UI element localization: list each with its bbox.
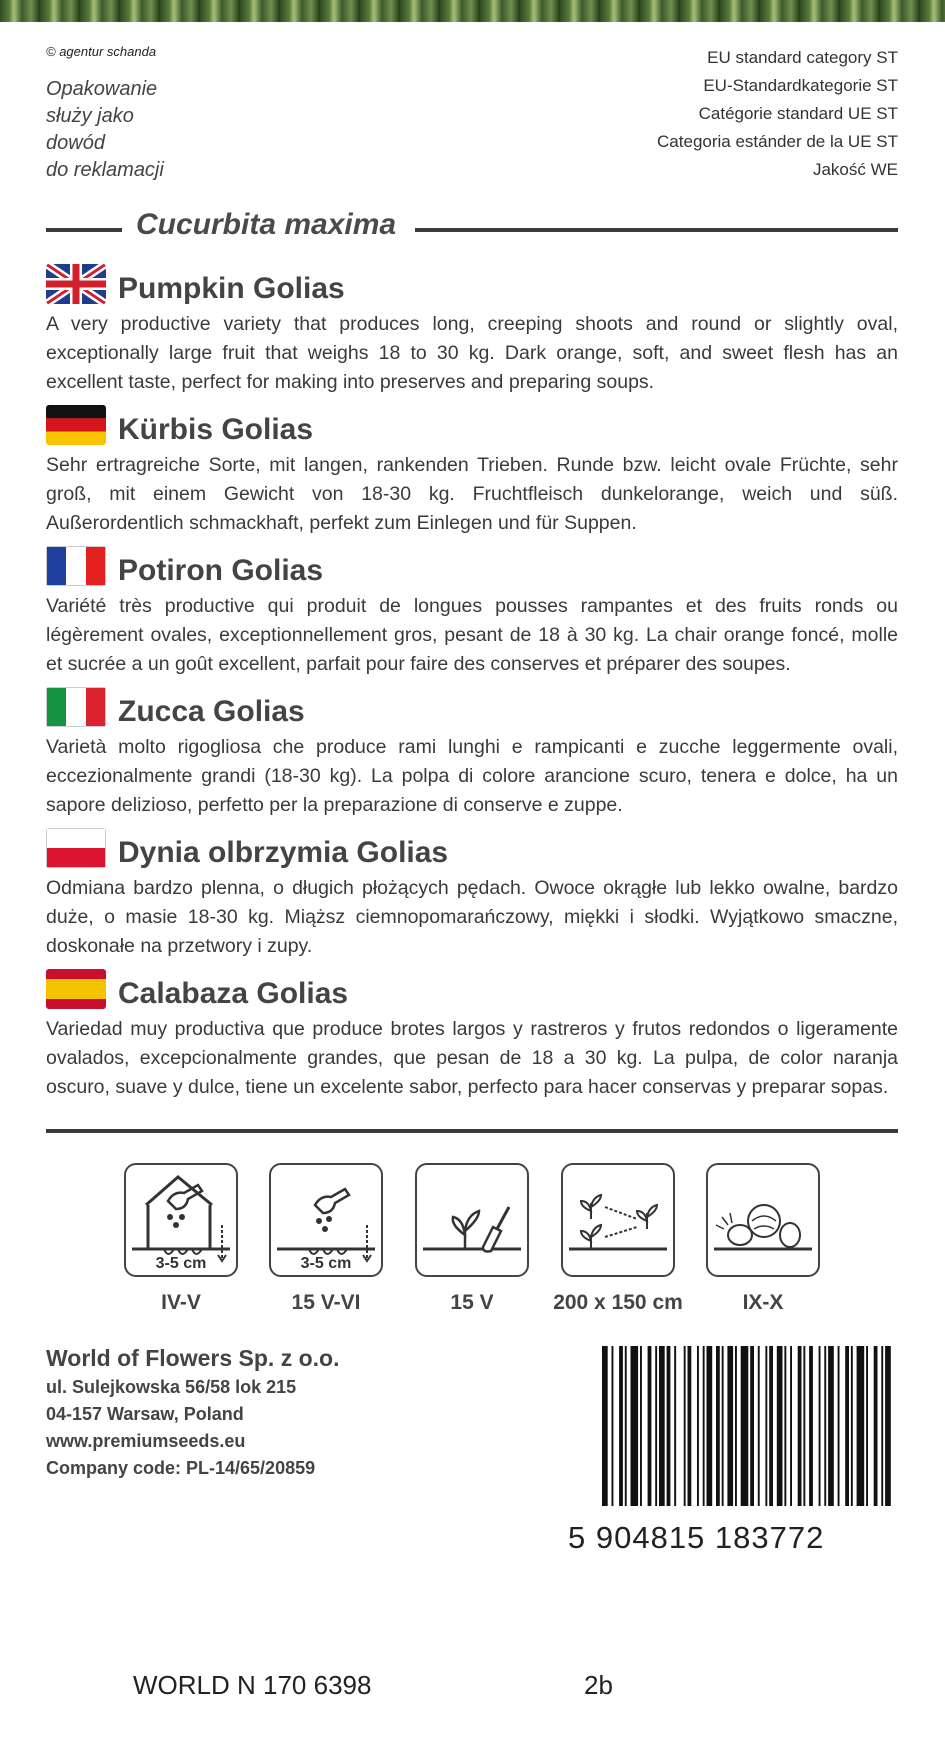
- barcode-bar: [750, 1346, 754, 1506]
- barcode-bar: [784, 1346, 786, 1506]
- barcode-bar: [765, 1346, 767, 1506]
- barcode-bar: [828, 1346, 834, 1506]
- foliage-photo-strip: [0, 0, 945, 22]
- company-website: www.premiumseeds.eu: [46, 1431, 246, 1451]
- sowing-period-label: IV-V: [161, 1291, 201, 1314]
- barcode-bar: [684, 1346, 686, 1506]
- eu-standard-list: [657, 44, 898, 184]
- company-info: [46, 1343, 339, 1482]
- outdoor-sowing-icon: [269, 1163, 383, 1277]
- standard-line: Categoria estánder de la UE ST: [657, 132, 898, 151]
- sowing-period-label: 15 V-VI: [291, 1291, 361, 1314]
- section-description: Varietà molto rigogliosa che produce rami lunghi e rampicanti e zucche leggermente ovali, eccezionalmente grandi (18-30 kg). La polpa di colore arancione scuro, tenera e dolce, ha un sapore delizioso, perfetto per la preparazione di conserve e zuppe.: [46, 736, 898, 816]
- barcode-bar: [885, 1346, 891, 1506]
- section-description: Sehr ertragreiche Sorte, mit langen, rankenden Trieben. Runde bzw. leicht ovale Früchte, sehr groß, mit einem Gewicht von 18-30 kg. Fruchtfleisch dunkelorange, weich und süß. Außerordentlich schmackhaft, perfekt zum Einlegen und für Suppen.: [46, 454, 898, 534]
- barcode-bar: [851, 1346, 853, 1506]
- barcode-bar: [659, 1346, 665, 1506]
- barcode-bar: [619, 1346, 623, 1506]
- company-name: World of Flowers Sp. z o.o.: [46, 1345, 340, 1371]
- barcode-bar: [612, 1346, 614, 1506]
- barcode-bar: [735, 1346, 737, 1506]
- barcode-bar: [777, 1346, 783, 1506]
- barcode-bar: [722, 1346, 724, 1506]
- barcode-bar: [602, 1346, 608, 1506]
- barcode-bar: [809, 1346, 813, 1506]
- species-name: Cucurbita maxima: [136, 208, 397, 241]
- barcode-number: 5 904815 183772: [568, 1520, 825, 1555]
- france-flag-icon: [46, 546, 106, 586]
- spacing-icon: [561, 1163, 675, 1277]
- barcode-bar: [857, 1346, 865, 1506]
- planting-out-icon: [415, 1163, 529, 1277]
- barcode-bar: [803, 1346, 805, 1506]
- sowing-depth: 3-5 cm: [300, 1255, 352, 1272]
- barcode-bar: [667, 1346, 671, 1506]
- section-title: Zucca Golias: [118, 695, 305, 728]
- section-description: Odmiana bardzo plenna, o długich płożących pędach. Owoce okrągłe lub lekko owalne, bardzo duże, o masie 18-30 kg. Miąższ ciemnopomarańczowy, miękki i słodki. Wyjątkowo smaczne, doskonałe na przetwory i zupy.: [46, 877, 898, 957]
- barcode-bar: [674, 1346, 676, 1506]
- barcode-bar: [798, 1346, 802, 1506]
- barcode-bar: [845, 1346, 849, 1506]
- barcode-bar: [874, 1346, 878, 1506]
- copyright-note: © agentur schanda: [46, 44, 157, 59]
- species-heading: [46, 206, 898, 246]
- barcode-bar: [838, 1346, 840, 1506]
- sowing-depth: 3-5 cm: [155, 1255, 207, 1272]
- section-title: Kürbis Golias: [118, 413, 314, 446]
- barcode-bar: [697, 1346, 699, 1506]
- barcode-bar: [716, 1346, 720, 1506]
- barcode-bar: [790, 1346, 792, 1506]
- company-city: 04-157 Warsaw, Poland: [46, 1404, 244, 1424]
- barcode-bar: [819, 1346, 821, 1506]
- barcode-bar: [703, 1346, 705, 1506]
- italy-flag-icon: [46, 687, 106, 727]
- barcode-bar: [655, 1346, 657, 1506]
- spacing-label: 200 x 150 cm: [553, 1291, 683, 1314]
- barcode-bar: [648, 1346, 652, 1506]
- uk-flag-icon: [46, 264, 106, 304]
- rule-right: [415, 228, 898, 232]
- poland-flag-icon: [46, 828, 106, 868]
- section-description: Variedad muy productiva que produce brotes largos y rastreros y frutos redondos o ligeramente ovalados, excepcionalmente grandes, que pesan de 18 a 30 kg. La pulpa, de color naranja oscuro, suave y dulce, tiene un excelente sabor, perfecto para hacer conservas y preparar sopas.: [46, 1018, 898, 1098]
- harvest-period-label: IX-X: [742, 1291, 784, 1314]
- barcode-bar: [824, 1346, 826, 1506]
- germany-flag-icon: [46, 405, 106, 445]
- barcode-bar: [758, 1346, 760, 1506]
- barcode-bar: [631, 1346, 639, 1506]
- complaint-line: służy jako: [46, 105, 134, 127]
- barcode-bar: [688, 1346, 692, 1506]
- barcode-bar: [881, 1346, 883, 1506]
- section-title: Dynia olbrzymia Golias: [118, 836, 449, 869]
- barcode-bar: [707, 1346, 713, 1506]
- section-description: A very productive variety that produces long, creeping shoots and round or slightly oval, exceptionally large fruit that weighs 18 to 30 kg. Dark orange, soft, and sweet flesh has an excellent taste, perfect for making into preserves and preparing soups.: [46, 313, 898, 393]
- standard-line: Jakość WE: [812, 160, 898, 179]
- complaint-line: Opakowanie: [46, 78, 158, 100]
- barcode-bar: [640, 1346, 642, 1506]
- barcode-bar: [769, 1346, 773, 1506]
- company-code: Company code: PL-14/65/20859: [46, 1458, 316, 1478]
- standard-line: Catégorie standard UE ST: [698, 104, 898, 123]
- barcode-bar: [866, 1346, 868, 1506]
- section-divider: [46, 1129, 898, 1133]
- section-title: Pumpkin Golias: [118, 272, 345, 305]
- harvest-icon: [706, 1163, 820, 1277]
- standard-line: EU-Standardkategorie ST: [703, 76, 898, 95]
- rule-left: [46, 228, 122, 232]
- standard-line: EU standard category ST: [707, 48, 898, 67]
- barcode-bar: [625, 1346, 627, 1506]
- spain-flag-icon: [46, 969, 106, 1009]
- section-title: Calabaza Golias: [118, 977, 349, 1010]
- barcode-bar: [727, 1346, 733, 1506]
- section-description: Variété très productive qui produit de longues pousses rampantes et des fruits ronds ou légèrement ovales, exceptionnellement gros, pesant de 18 à 30 kg. La chair orange foncé, molle et sucrée a un goût excellent, parfait pour faire des conserves et préparer des soupes.: [46, 595, 898, 675]
- indoor-sowing-icon: [124, 1163, 238, 1277]
- complaint-line: do reklamacji: [46, 159, 164, 181]
- page-code: 2b: [584, 1670, 613, 1700]
- barcode-bar: [741, 1346, 749, 1506]
- complaint-line: dowód: [46, 132, 105, 154]
- company-street: ul. Sulejkowska 56/58 lok 215: [46, 1377, 297, 1397]
- planting-period-label: 15 V: [450, 1291, 494, 1314]
- print-code: WORLD N 170 6398: [133, 1670, 372, 1700]
- complaint-note: [46, 76, 164, 184]
- section-title: Potiron Golias: [118, 554, 324, 587]
